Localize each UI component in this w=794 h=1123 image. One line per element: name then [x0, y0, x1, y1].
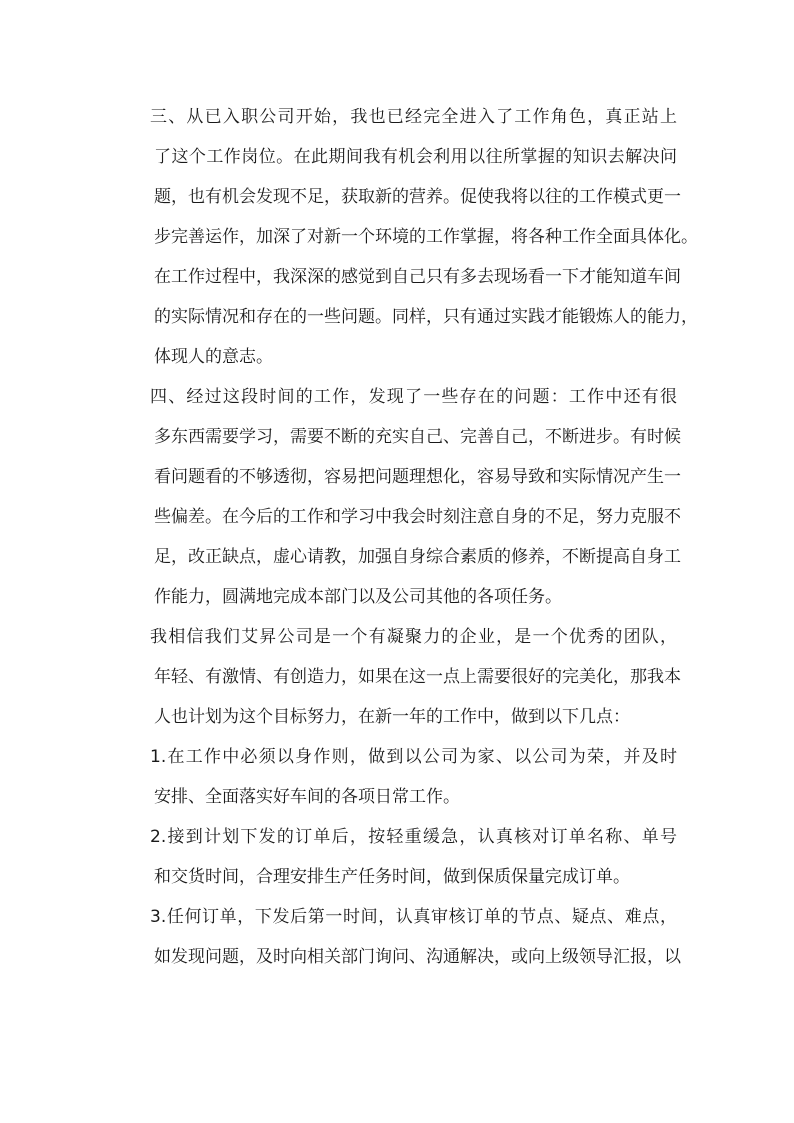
paragraph-item-2: [120, 817, 677, 897]
text-line: 三、从已入职公司开始，我也已经完全进入了工作角色，真正站上: [150, 107, 677, 127]
text-line: 3.任何订单，下发后第一时间，认真审核订单的节点、疑点、难点，: [150, 907, 677, 927]
text-line: 四、经过这段时间的工作，发现了一些存在的问题：工作中还有很: [150, 387, 677, 407]
text-line: 体现人的意志。: [154, 347, 273, 367]
document-body: [120, 97, 698, 977]
text-line: 看问题看的不够透彻，容易把问题理想化，容易导致和实际情况产生一: [154, 467, 681, 487]
paragraph-item-3: [120, 897, 681, 977]
text-line: 在工作过程中，我深深的感觉到自己只有多去现场看一下才能知道车间: [154, 267, 681, 287]
text-line: 2.接到计划下发的订单后，按轻重缓急，认真核对订单名称、单号: [150, 827, 677, 847]
text-line: 多东西需要学习，需要不断的充实自己、完善自己，不断进步。有时候: [154, 427, 681, 447]
text-line: 我相信我们艾昇公司是一个有凝聚力的企业，是一个优秀的团队，: [150, 627, 677, 647]
text-line: 和交货时间，合理安排生产任务时间，做到保质保量完成订单。: [154, 867, 630, 887]
text-line: 些偏差。在今后的工作和学习中我会时刻注意自身的不足，努力克服不: [154, 507, 681, 527]
text-line: 足，改正缺点，虚心请教，加强自身综合素质的修养，不断提高自身工: [154, 547, 681, 567]
paragraph-three: [120, 97, 698, 377]
text-line: 1.在工作中必须以身作则，做到以公司为家、以公司为荣，并及时: [150, 747, 677, 767]
paragraph-commitment: [120, 617, 681, 737]
text-line: 了这个工作岗位。在此期间我有机会利用以往所掌握的知识去解决问: [154, 147, 677, 167]
text-line: 步完善运作，加深了对新一个环境的工作掌握，将各种工作全面具体化。: [154, 227, 698, 247]
text-line: 作能力，圆满地完成本部门以及公司其他的各项任务。: [154, 587, 562, 607]
paragraph-four: [120, 377, 681, 617]
text-line: 的实际情况和存在的一些问题。同样，只有通过实践才能锻炼人的能力，: [154, 307, 698, 327]
text-line: 题，也有机会发现不足，获取新的营养。促使我将以往的工作模式更一: [154, 187, 681, 207]
paragraph-item-1: [120, 737, 677, 817]
text-line: 人也计划为这个目标努力，在新一年的工作中，做到以下几点：: [154, 707, 630, 727]
text-line: 安排、全面落实好车间的各项日常工作。: [154, 787, 460, 807]
text-line: 年轻、有激情、有创造力，如果在这一点上需要很好的完美化，那我本: [154, 667, 681, 687]
text-line: 如发现问题，及时向相关部门询问、沟通解决，或向上级领导汇报，以: [154, 947, 681, 967]
